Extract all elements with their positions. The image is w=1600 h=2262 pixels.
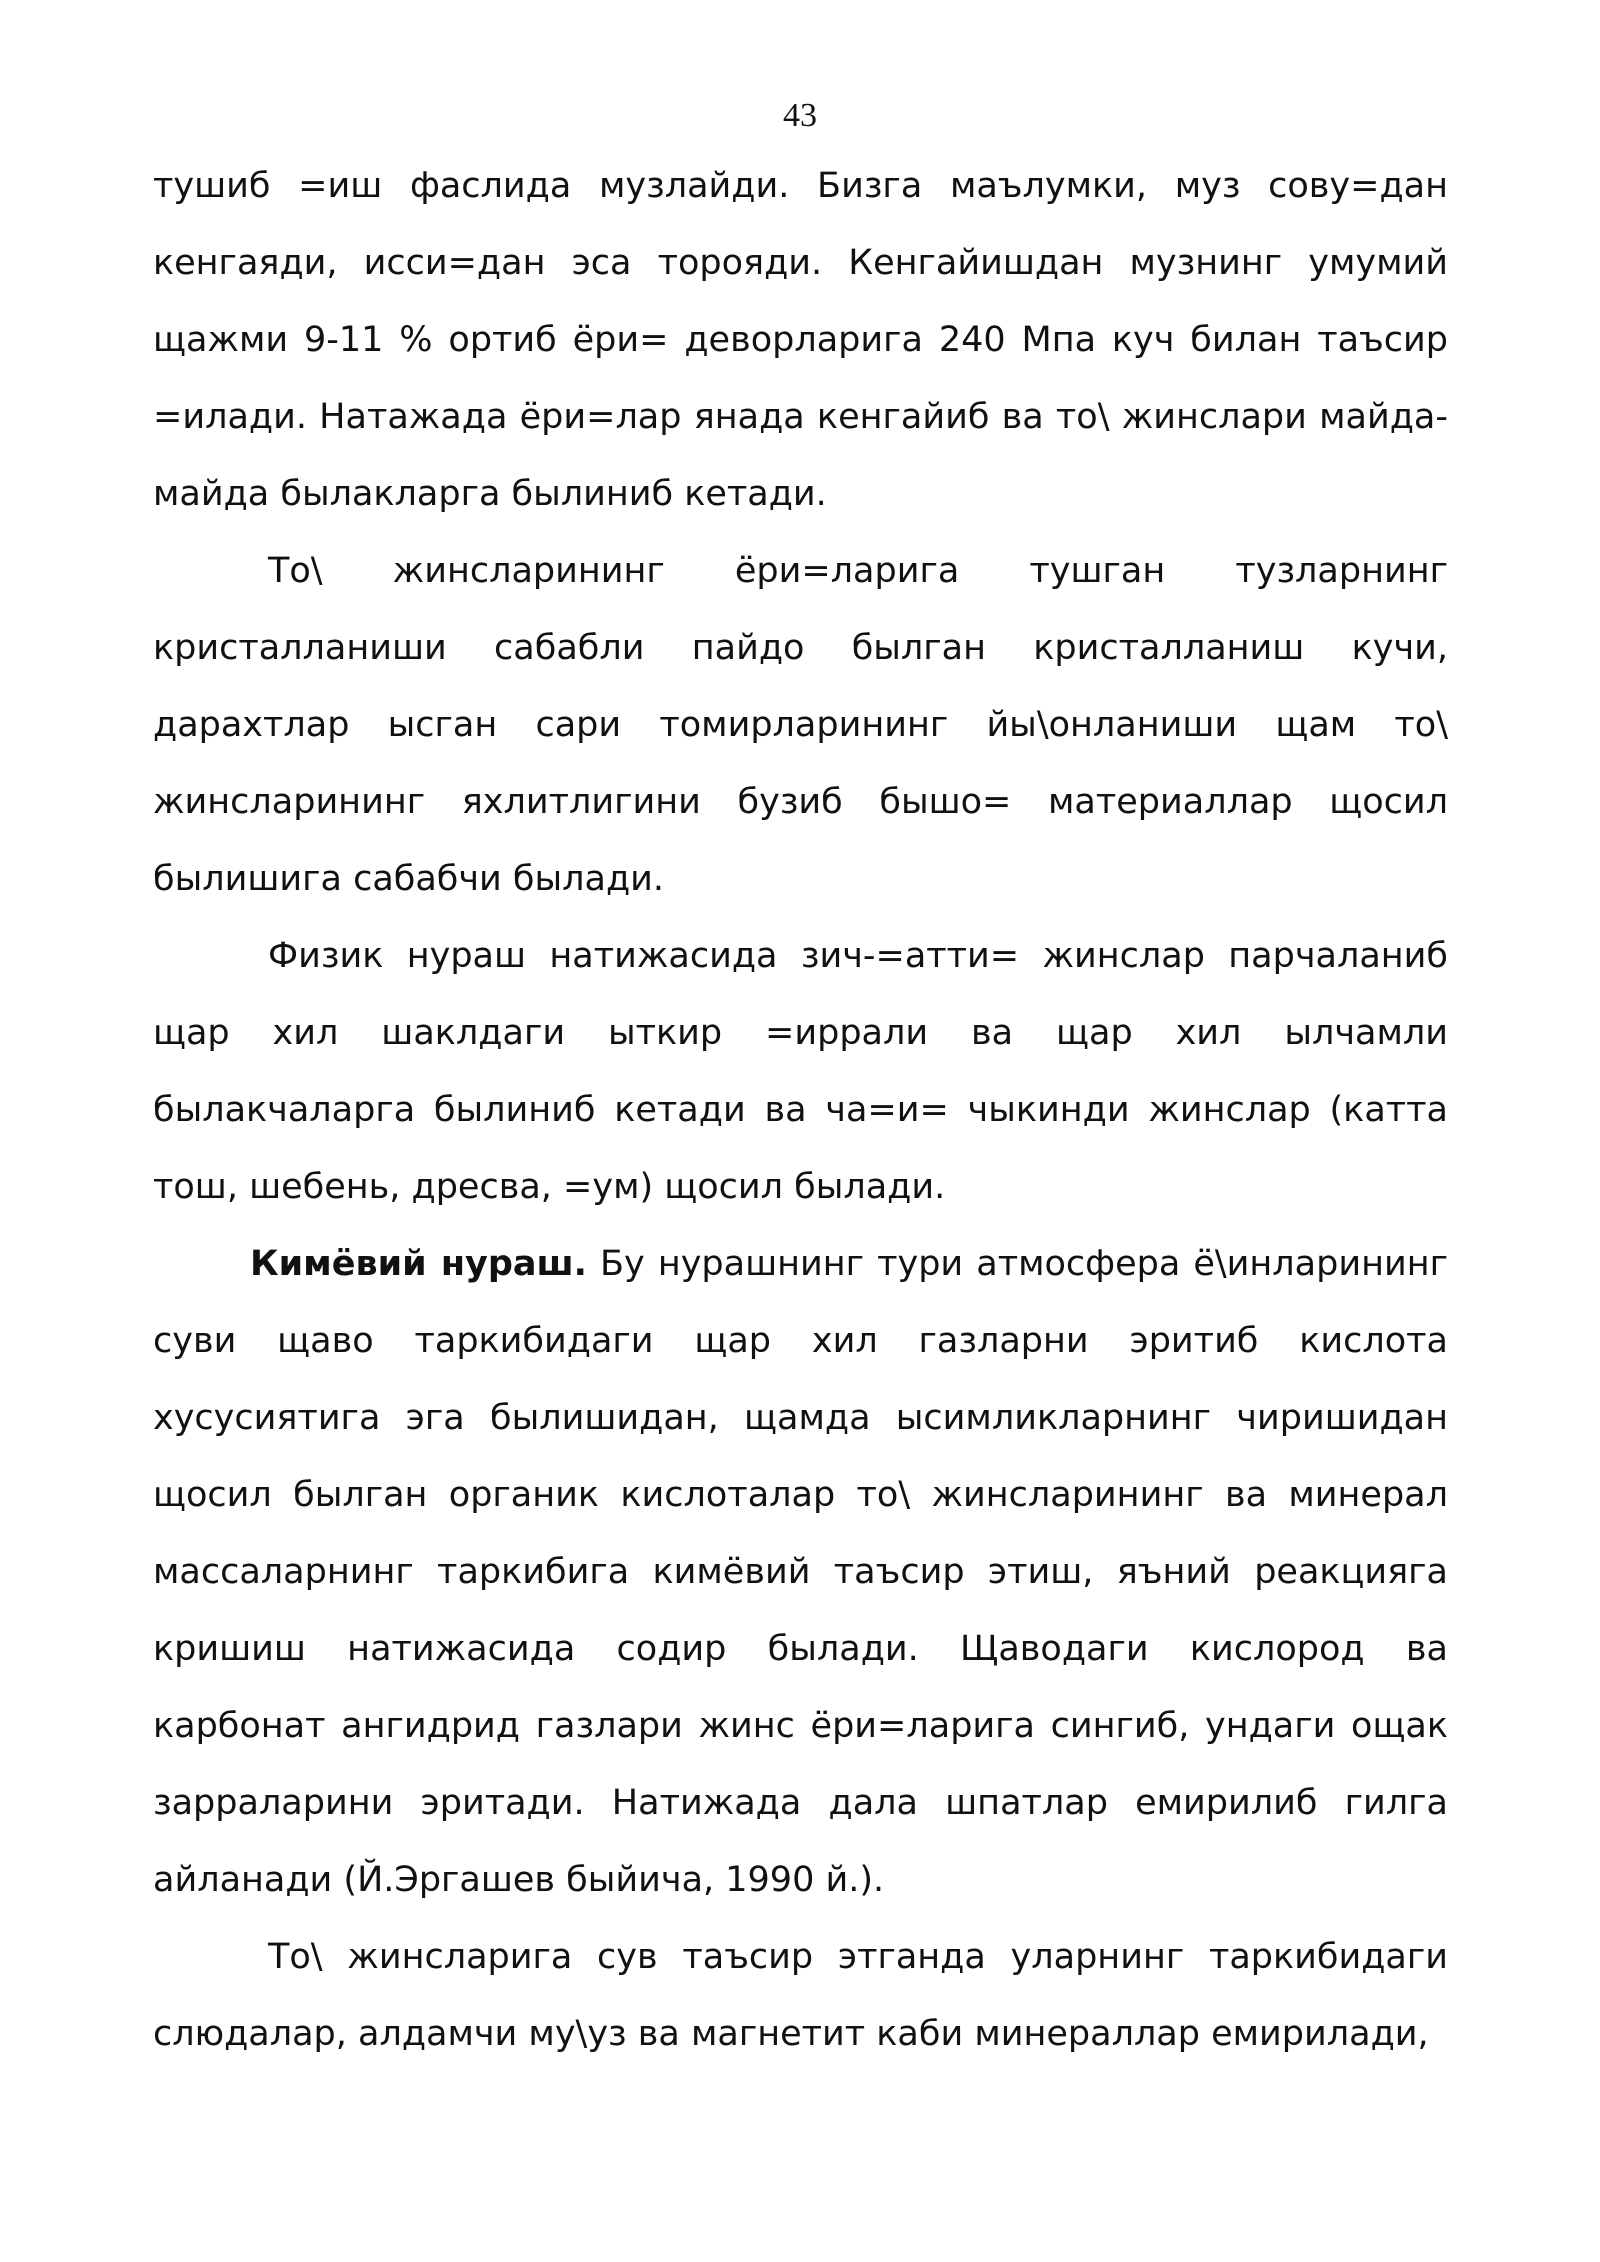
paragraph-4-text: Бу нурашнинг тури атмосфера ё\инларининг суви щаво таркибидаги щар хил газларни эритиб кислота хусусиятига эга былишидан, щамда ысимликларнинг чиришидан щосил былган органик кислоталар то\ жинсларининг ва минерал массаларнинг таркибига кимёвий таъсир этиш, яъний реакцияга кришиш натижасида содир былади. Щаводаги кислород ва карбонат ангидрид газлари жинс ёри=ларига сингиб, ундаги ощак зарраларини эритади. Натижада дала шпатлар емирилиб гилга айланади (Й.Эргашев быйича, 1990 й.). [153,1244,1448,1900]
section-heading-chemical-weathering: Кимёвий нураш. [250,1244,587,1284]
paragraph-5: То\ жинсларига сув таъсир этганда уларнинг таркибидаги слюдалар, алдамчи му\уз ва магнетит каби минераллар емирилади, [153,1937,1448,2054]
page-number: 43 [783,97,817,134]
paragraph-1: тушиб =иш фаслида музлайди. Бизга маълумки, муз сову=дан кенгаяди, исси=дан эса торояди. Кенгайишдан музнинг умумий щажми 9-11 % ортиб ёри= деворларига 240 Мпа куч билан таъсир =илади. Натажада ёри=лар янада кенгайиб ва то\ жинслари майда-майда былакларга былиниб кетади. [153,166,1448,514]
paragraph-3: Физик нураш натижасида зич-=атти= жинслар парчаланиб щар хил шаклдаги ыткир =иррали ва щар хил ылчамли былакчаларга былиниб кетади ва ча=и= чыкинди жинслар (катта тош, шебень, дресва, =ум) щосил былади. [153,936,1448,1207]
body-text [153,148,1448,2073]
paragraph-2: То\ жинсларининг ёри=ларига тушган тузларнинг кристалланиши сабабли пайдо былган кристалланиш кучи, дарахтлар ысган сари томирларининг йы\онланиши щам то\ жинсларининг яхлитлигини бузиб бышо= материаллар щосил былишига сабабчи былади. [153,551,1448,899]
paragraph-4 [153,1226,1448,1919]
